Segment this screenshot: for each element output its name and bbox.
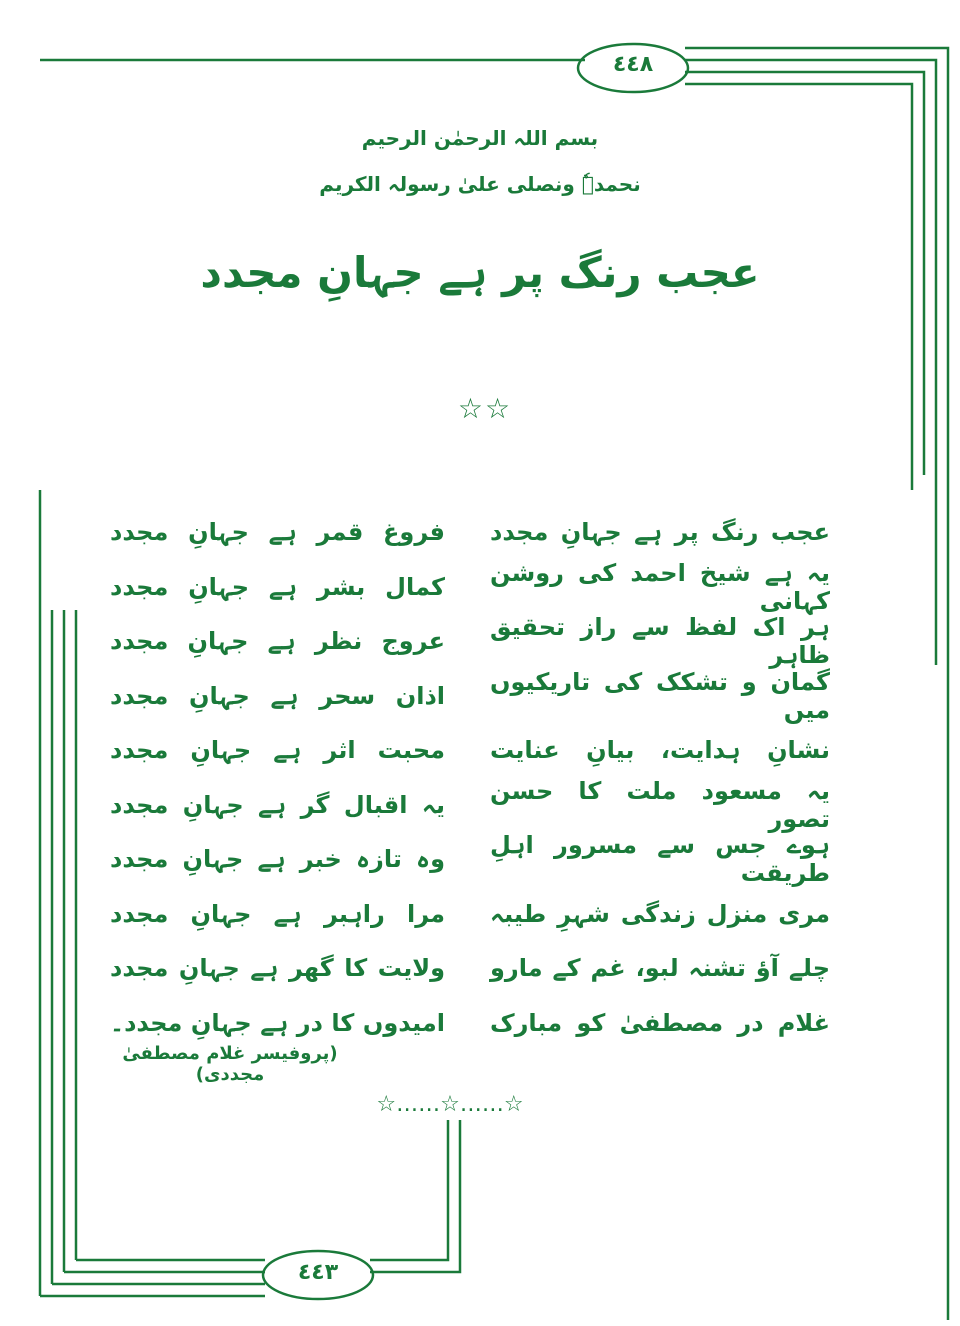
page-number-bottom: ٤٤٣: [297, 1260, 339, 1285]
first-hemistich: ہوے جس سے مسرور اہلِ طریقت: [490, 831, 830, 888]
poem-couplet: [110, 669, 830, 724]
second-hemistich: اذان سحر ہے جہانِ مجدد: [110, 681, 445, 710]
poem-couplet: [110, 723, 830, 778]
bismillah-line: بسم اللہ الرحمٰن الرحیم: [361, 126, 599, 150]
poem-couplet: [110, 941, 830, 996]
second-hemistich: وہ تازہ خبر ہے جہانِ مجدد: [110, 845, 445, 874]
poem-couplet: [110, 505, 830, 560]
first-hemistich: یہ ہے شیخ احمد کی روشن کہانی: [490, 558, 830, 615]
second-hemistich: ولایت کا گھر ہے جہانِ مجدد: [110, 954, 445, 983]
second-hemistich: محبت اثر ہے جہانِ مجدد: [110, 736, 445, 765]
second-hemistich: امیدوں کا در ہے جہانِ مجدد۔: [110, 1008, 445, 1037]
poem-couplet: [110, 832, 830, 887]
second-hemistich: یہ اقبال گر ہے جہانِ مجدد: [110, 790, 445, 819]
second-hemistich: کمال بشر ہے جہانِ مجدد: [110, 572, 445, 601]
second-hemistich: عروج نظر ہے جہانِ مجدد: [110, 627, 445, 656]
second-hemistich: مرا راہبر ہے جہانِ مجدد: [110, 899, 445, 928]
first-hemistich: مری منزل زندگی شہرِ طیبہ: [490, 899, 830, 928]
poem-couplet: [110, 887, 830, 942]
poem-couplet: [110, 778, 830, 833]
poem-body: [110, 505, 830, 1050]
first-hemistich: عجب رنگ پر ہے جہانِ مجدد: [490, 518, 830, 547]
poem-couplet: [110, 614, 830, 669]
first-hemistich: چلے آؤ تشنہ لبو، غم کے مارو: [490, 954, 830, 983]
poet-attribution: (پروفیسر غلام مصطفیٰ مجددی): [122, 1043, 338, 1085]
first-hemistich: یہ مسعود ملت کا حسن تصور: [490, 776, 830, 833]
first-hemistich: نشانِ ہدایت، بیانِ عنایت: [490, 736, 830, 765]
first-hemistich: ہر اک لفظ سے راز تحقیق ظاہر: [490, 613, 830, 670]
poem-couplet: [110, 560, 830, 615]
page-number-top: ٤٤٨: [612, 52, 654, 77]
star-ornament-top: ☆☆: [457, 392, 513, 425]
poem-couplet: [110, 996, 830, 1051]
poem-title: عجب رنگ پر ہے جہانِ مجدد: [200, 248, 760, 297]
salutation-line: نحمدہٗ ونصلی علیٰ رسولہ الکریم: [319, 172, 641, 196]
first-hemistich: گمان و تشکک کی تاریکیوں میں: [490, 667, 830, 724]
first-hemistich: غلام در مصطفیٰ کو مبارک: [490, 1008, 830, 1037]
second-hemistich: فروغ قمر ہے جہانِ مجدد: [110, 518, 445, 547]
star-ornament-bottom: ☆……☆……☆: [376, 1092, 524, 1117]
